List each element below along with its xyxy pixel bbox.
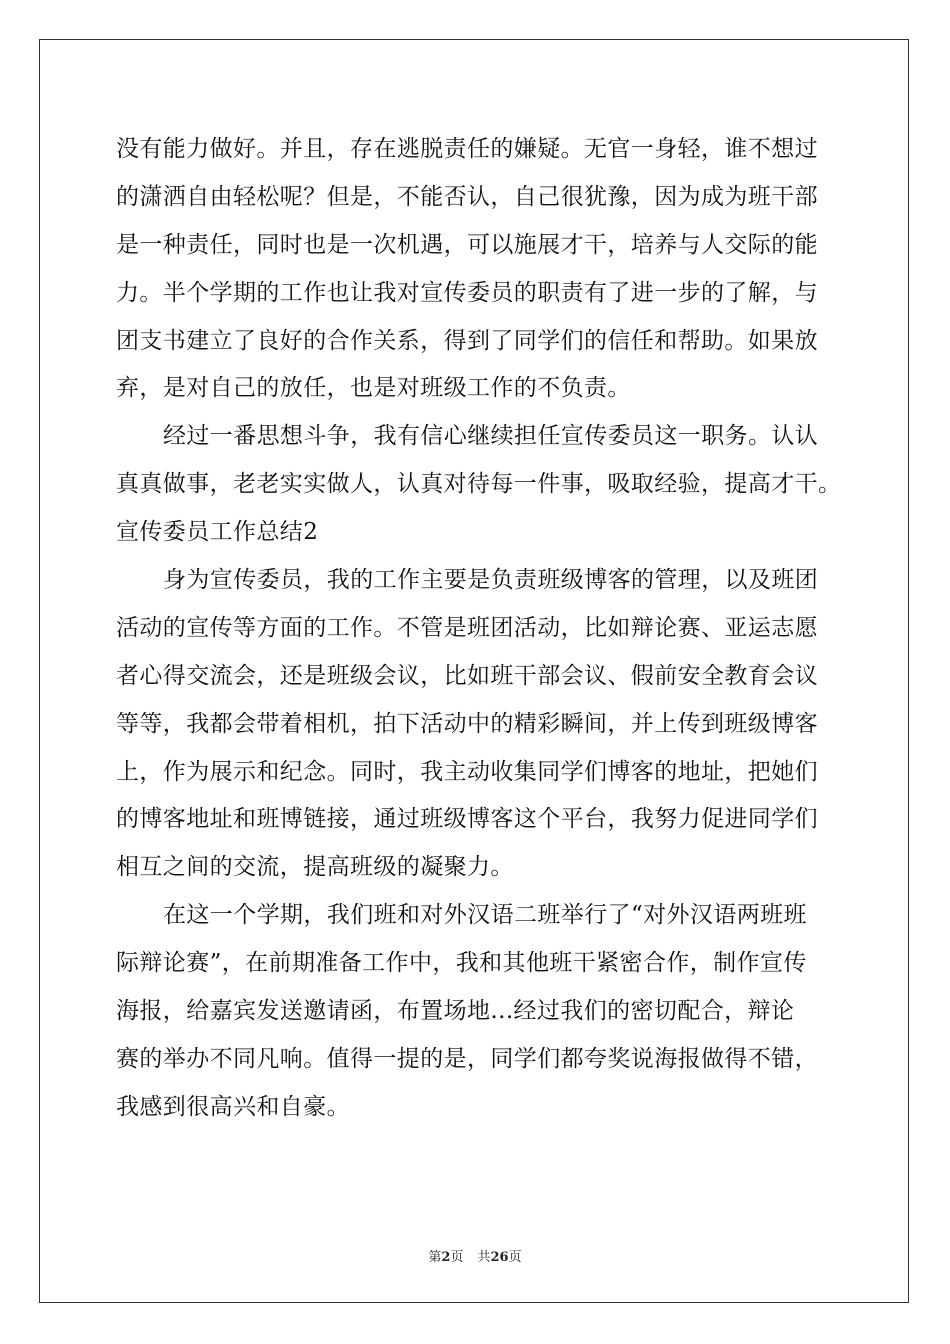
text-line: 活动的宣传等方面的工作。不管是班团活动，比如辩论赛、亚运志愿	[116, 614, 818, 641]
text-line: 没有能力做好。并且，存在逃脱责任的嫌疑。无官一身轻，谁不想过	[116, 136, 818, 162]
paragraph-start-line: 身为宣传委员，我的工作主要是负责班级博客的管理，以及班团	[163, 567, 819, 594]
text-line: 我感到很高兴和自豪。	[116, 1093, 350, 1120]
text-line: 的潇洒自由轻松呢？但是，不能否认，自己很犹豫，因为成为班干部	[116, 183, 818, 210]
text-line: 海报，给嘉宾发送邀请函，布置场地...经过我们的密切配合，辩论	[116, 998, 795, 1025]
text-line: 的博客地址和班博链接，通过班级博客这个平台，我努力促进同学们	[116, 806, 818, 833]
total-pages: 26	[490, 1250, 509, 1265]
text-line: 弃，是对自己的放任，也是对班级工作的不负责。	[116, 375, 631, 402]
text-line: 力。半个学期的工作也让我对宣传委员的职责有了进一步的了解，与	[116, 279, 818, 306]
text-line: 际辩论赛”，在前期准备工作中，我和其他班干紧密合作，制作宣传	[116, 950, 807, 977]
page-number: 2	[441, 1250, 451, 1265]
text-line: 团支书建立了良好的合作关系，得到了同学们的信任和帮助。如果放	[116, 327, 818, 354]
paragraph-start-line: 在这一个学期，我们班和对外汉语二班举行了“对外汉语两班班	[163, 902, 807, 929]
paragraph-start-line: 经过一番思想斗争，我有信心继续担任宣传委员这一职务。认认	[163, 423, 819, 450]
document-body	[116, 126, 856, 1132]
text-line: 上，作为展示和纪念。同时，我主动收集同学们博客的地址，把她们	[116, 758, 818, 785]
text-line: 等等，我都会带着相机，拍下活动中的精彩瞬间，并上传到班级博客	[116, 710, 818, 737]
section-heading: 宣传委员工作总结2	[116, 519, 319, 546]
page-prefix: 第	[428, 1250, 442, 1265]
text-line: 者心得交流会，还是班级会议，比如班干部会议、假前安全教育会议	[116, 662, 818, 689]
total-prefix: 共	[477, 1250, 491, 1265]
page-suffix: 页	[450, 1250, 464, 1265]
page-footer	[0, 1246, 950, 1265]
total-suffix: 页	[508, 1250, 522, 1265]
text-line: 真真做事，老老实实做人，认真对待每一件事，吸取经验，提高才干。	[116, 471, 842, 498]
text-line: 相互之间的交流，提高班级的凝聚力。	[116, 854, 514, 881]
text-line: 赛的举办不同凡响。值得一提的是，同学们都夸奖说海报做得不错，	[116, 1045, 818, 1072]
text-line: 是一种责任，同时也是一次机遇，可以施展才干，培养与人交际的能	[116, 231, 818, 258]
